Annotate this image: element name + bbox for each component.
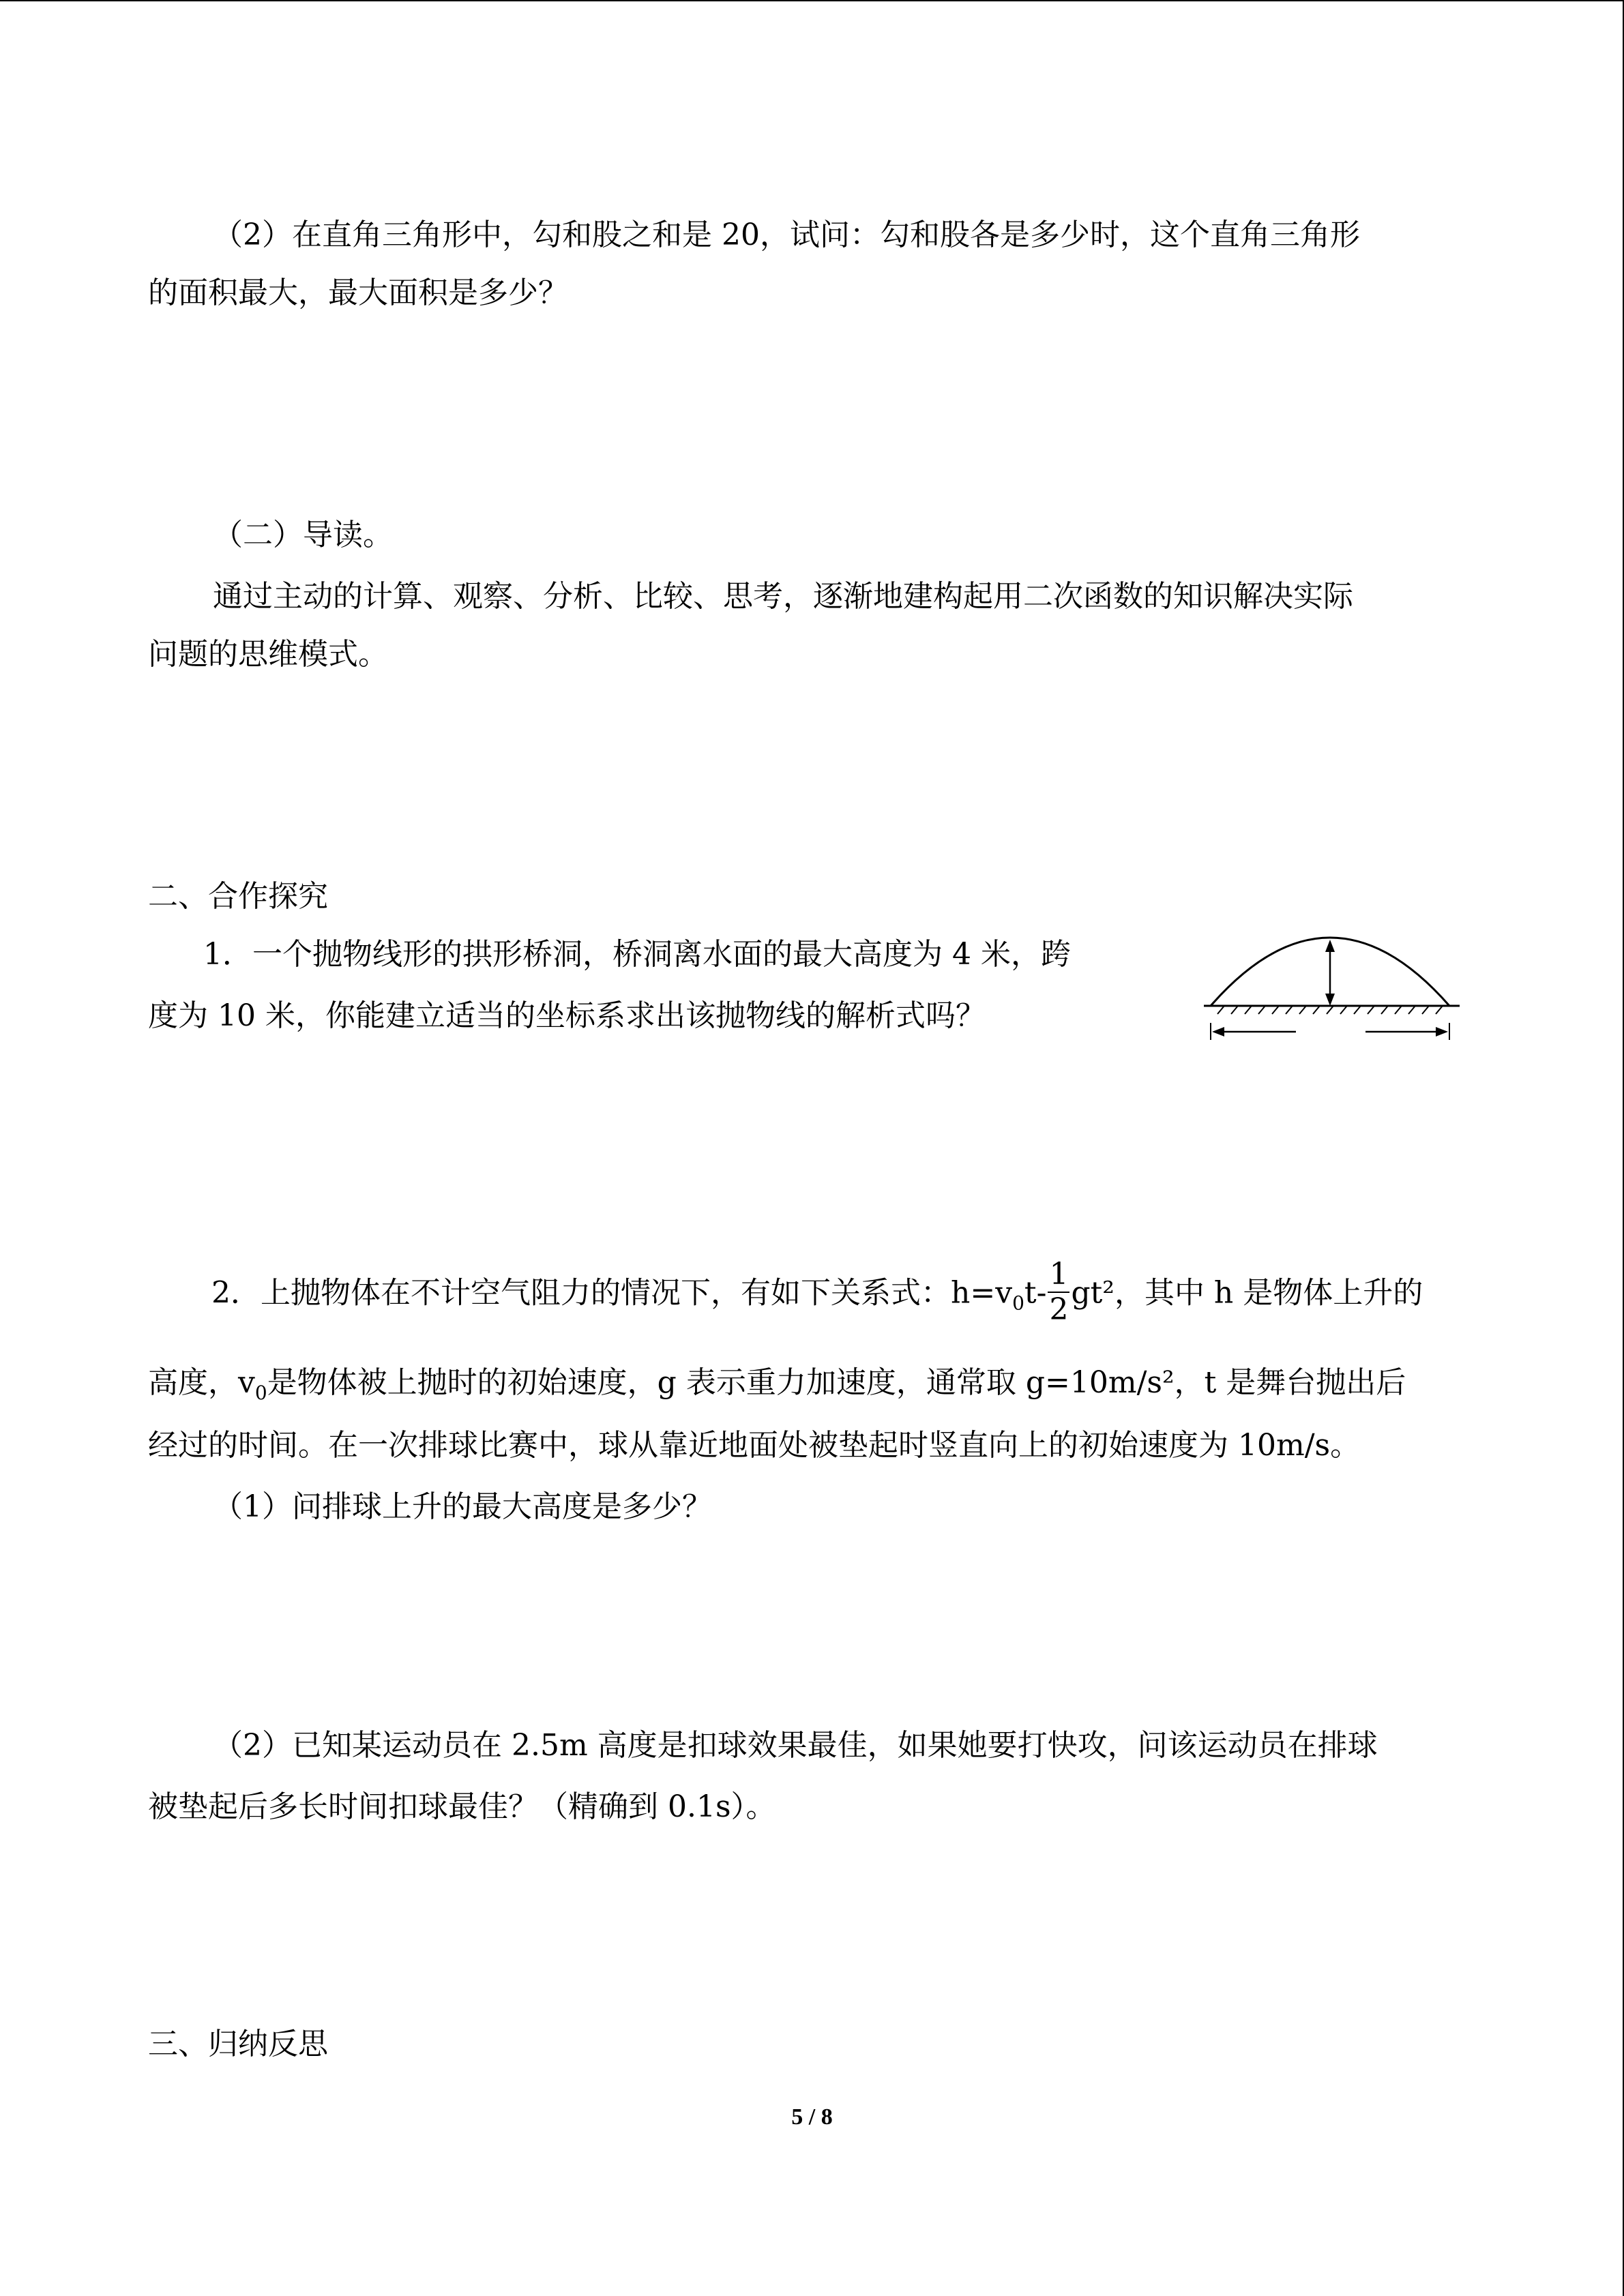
fraction-denominator: 2 <box>1049 1292 1069 1327</box>
parabolic-arch-diagram <box>1187 907 1473 1043</box>
problem2-line-3: 经过的时间。在一次排球比赛中，球从靠近地面处被垫起时竖直向上的初始速度为 10m/s。 <box>148 1428 1361 1463</box>
fraction-one-half <box>1048 1257 1069 1327</box>
span-arrow <box>1211 1023 1449 1040</box>
problem2-line2-b: 是物体被上抛时的初始速度，g 表示重力加速度，通常取 g=10m/s²，t 是舞台抛出后 <box>267 1365 1406 1400</box>
problem1-line-1: 1．一个抛物线形的拱形桥洞，桥洞离水面的最大高度为 4 米，跨 <box>203 937 1071 972</box>
problem2-line-2 <box>148 1362 1406 1414</box>
water-hatching <box>1217 1006 1443 1014</box>
problem2-line-1 <box>211 1257 1423 1330</box>
guide-line-1: 通过主动的计算、观察、分析、比较、思考，逐渐地建构起用二次函数的知识解决实际 <box>213 579 1353 614</box>
q2-line-2: 的面积最大，最大面积是多少？ <box>148 275 568 310</box>
section3-heading: 三、归纳反思 <box>148 2027 328 2061</box>
problem1-line-2: 度为 10 米，你能建立适当的坐标系求出该抛物线的解析式吗？ <box>148 998 986 1033</box>
problem2-prefix: 2．上抛物体在不计空气阻力的情况下，有如下关系式：h=v <box>211 1275 1013 1311</box>
page-number: 5 / 8 <box>791 2104 833 2130</box>
problem2-question-1: （1）问排球上升的最大高度是多少？ <box>213 1489 712 1524</box>
section2-heading: 二、合作探究 <box>148 879 328 914</box>
problem2-line2-a: 高度，v <box>148 1365 255 1400</box>
fraction-numerator: 1 <box>1049 1257 1069 1292</box>
problem2-question-2-line-1: （2）已知某运动员在 2.5m 高度是扣球效果最佳，如果她要打快攻，问该运动员在排球 <box>213 1728 1378 1763</box>
q2-line-1: （2）在直角三角形中，勾和股之和是 20，试问：勾和股各是多少时，这个直角三角形 <box>213 218 1360 252</box>
problem2-question-2-line-2: 被垫起后多长时间扣球最佳？（精确到 0.1s）。 <box>148 1789 776 1824</box>
height-arrow <box>1325 940 1335 1006</box>
problem2-sub-zero: 0 <box>1012 1292 1024 1315</box>
guide-heading: （二）导读。 <box>213 518 393 552</box>
problem2-line2-sub: 0 <box>254 1381 267 1404</box>
guide-line-2: 问题的思维模式。 <box>148 637 388 672</box>
problem2-suffix: gt²，其中 h 是物体上升的 <box>1071 1275 1423 1311</box>
problem2-t-minus: t- <box>1024 1275 1047 1311</box>
